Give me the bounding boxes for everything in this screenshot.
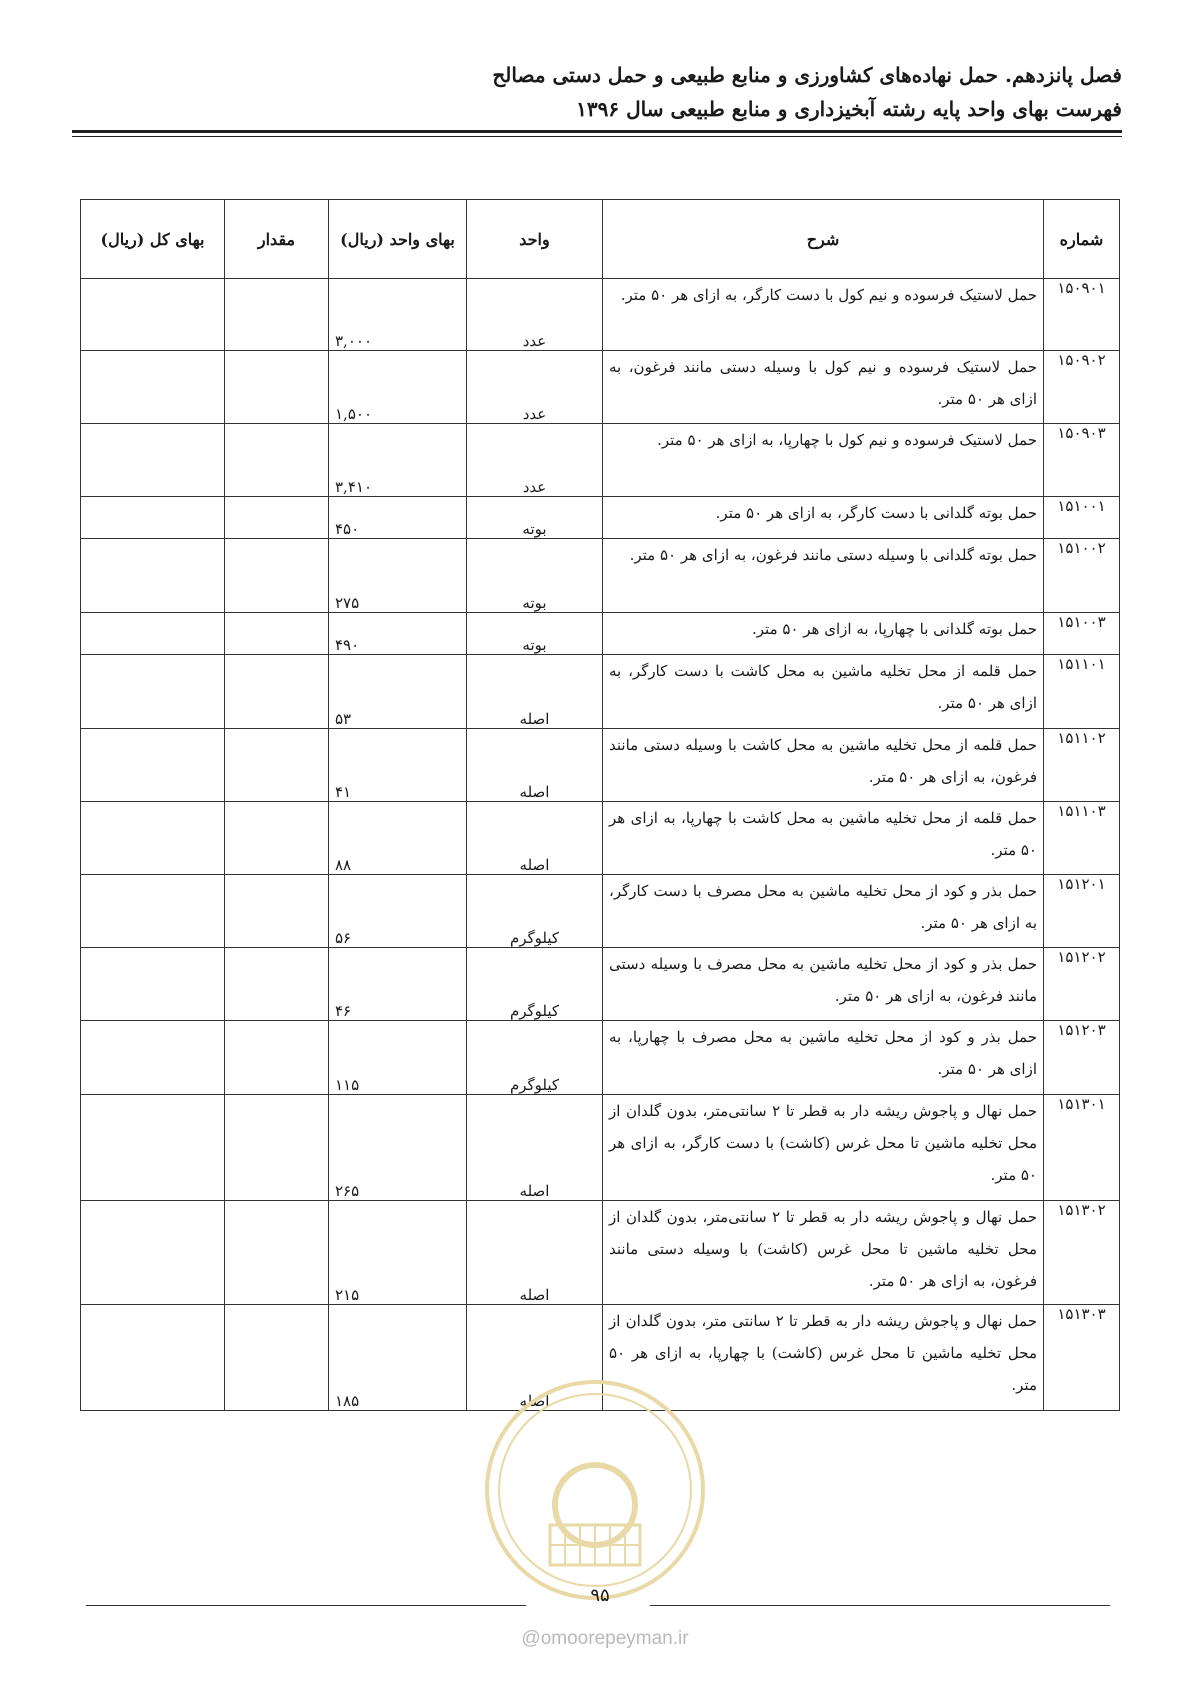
item-unit: عدد bbox=[467, 424, 603, 497]
item-unit-price: ۱۱۵ bbox=[329, 1021, 467, 1095]
table-row bbox=[81, 539, 1120, 613]
item-unit-price: ۸۸ bbox=[329, 802, 467, 875]
item-total bbox=[81, 613, 225, 655]
item-total bbox=[81, 1021, 225, 1095]
item-total bbox=[81, 539, 225, 613]
item-unit-price: ۴۶ bbox=[329, 948, 467, 1021]
item-description: حمل بوته گلدانی با وسیله دستی مانند فرغون، به ازای هر ۵۰ متر. bbox=[603, 539, 1044, 613]
item-code: ۱۵۱۰۰۳ bbox=[1044, 613, 1120, 655]
item-unit: بوته bbox=[467, 497, 603, 539]
item-code: ۱۵۱۱۰۳ bbox=[1044, 802, 1120, 875]
item-unit: اصله bbox=[467, 729, 603, 802]
item-total bbox=[81, 1095, 225, 1201]
table-row bbox=[81, 424, 1120, 497]
item-code: ۱۵۱۲۰۱ bbox=[1044, 875, 1120, 948]
item-description: حمل بذر و کود از محل تخلیه ماشین به محل مصرف با دست کارگر، به ازای هر ۵۰ متر. bbox=[603, 875, 1044, 948]
item-total bbox=[81, 351, 225, 424]
item-code: ۱۵۱۰۰۲ bbox=[1044, 539, 1120, 613]
item-qty bbox=[225, 875, 329, 948]
item-unit: کیلوگرم bbox=[467, 948, 603, 1021]
item-qty bbox=[225, 613, 329, 655]
item-qty bbox=[225, 351, 329, 424]
item-description: حمل لاستیک فرسوده و نیم کول با چهارپا، به ازای هر ۵۰ متر. bbox=[603, 424, 1044, 497]
footer-rule-right bbox=[650, 1605, 1110, 1606]
header-qty: مقدار bbox=[225, 200, 329, 279]
item-unit: اصله bbox=[467, 1095, 603, 1201]
item-code: ۱۵۱۲۰۳ bbox=[1044, 1021, 1120, 1095]
header-total: بهای کل (ریال) bbox=[81, 200, 225, 279]
item-unit: عدد bbox=[467, 279, 603, 351]
item-code: ۱۵۱۳۰۱ bbox=[1044, 1095, 1120, 1201]
table-row bbox=[81, 802, 1120, 875]
item-unit: عدد bbox=[467, 351, 603, 424]
item-total bbox=[81, 802, 225, 875]
table-row bbox=[81, 1021, 1120, 1095]
item-code: ۱۵۱۱۰۲ bbox=[1044, 729, 1120, 802]
header-unit-price: بهای واحد (ریال) bbox=[329, 200, 467, 279]
item-code: ۱۵۱۳۰۲ bbox=[1044, 1201, 1120, 1305]
table-row bbox=[81, 948, 1120, 1021]
item-description: حمل نهال و پاجوش ریشه دار به قطر تا ۲ سانتی متر، بدون گلدان از محل تخلیه ماشین تا محل غرس (کاشت) با چهارپا، به ازای هر ۵۰ متر. bbox=[603, 1305, 1044, 1411]
item-qty bbox=[225, 729, 329, 802]
header-rule-thin bbox=[72, 136, 1122, 137]
footer-rule-left bbox=[86, 1605, 526, 1606]
item-description: حمل بوته گلدانی با چهارپا، به ازای هر ۵۰ متر. bbox=[603, 613, 1044, 655]
item-total bbox=[81, 279, 225, 351]
item-qty bbox=[225, 424, 329, 497]
item-total bbox=[81, 424, 225, 497]
item-total bbox=[81, 1305, 225, 1411]
item-description: حمل نهال و پاجوش ریشه دار به قطر تا ۲ سانتی‌متر، بدون گلدان از محل تخلیه ماشین تا محل غرس (کاشت) با دست کارگر، به ازای هر ۵۰ متر. bbox=[603, 1095, 1044, 1201]
item-unit: کیلوگرم bbox=[467, 1021, 603, 1095]
chapter-title: فصل پانزدهم. حمل نهاده‌های کشاورزی و منابع طبیعی و حمل دستی مصالح bbox=[492, 63, 1122, 87]
item-total bbox=[81, 875, 225, 948]
item-unit-price: ۲۱۵ bbox=[329, 1201, 467, 1305]
item-total bbox=[81, 948, 225, 1021]
item-qty bbox=[225, 1095, 329, 1201]
item-unit-price: ۲۷۵ bbox=[329, 539, 467, 613]
item-unit-price: ۱,۵۰۰ bbox=[329, 351, 467, 424]
item-qty bbox=[225, 497, 329, 539]
item-total bbox=[81, 655, 225, 729]
item-description: حمل لاستیک فرسوده و نیم کول با وسیله دستی مانند فرغون، به ازای هر ۵۰ متر. bbox=[603, 351, 1044, 424]
page-header bbox=[72, 58, 1122, 126]
item-description: حمل قلمه از محل تخلیه ماشین به محل کاشت با وسیله دستی مانند فرغون، به ازای هر ۵۰ متر. bbox=[603, 729, 1044, 802]
table-row bbox=[81, 655, 1120, 729]
item-unit: بوته bbox=[467, 539, 603, 613]
item-unit: اصله bbox=[467, 655, 603, 729]
item-description: حمل بذر و کود از محل تخلیه ماشین به محل مصرف با چهارپا، به ازای هر ۵۰ متر. bbox=[603, 1021, 1044, 1095]
item-qty bbox=[225, 655, 329, 729]
item-unit-price: ۳,۴۱۰ bbox=[329, 424, 467, 497]
table-row bbox=[81, 497, 1120, 539]
item-code: ۱۵۱۰۰۱ bbox=[1044, 497, 1120, 539]
item-code: ۱۵۱۱۰۱ bbox=[1044, 655, 1120, 729]
item-total bbox=[81, 1201, 225, 1305]
table-row bbox=[81, 875, 1120, 948]
table-row bbox=[81, 729, 1120, 802]
item-description: حمل بذر و کود از محل تخلیه ماشین به محل مصرف با وسیله دستی مانند فرغون، به ازای هر ۵۰ متر. bbox=[603, 948, 1044, 1021]
item-unit-price: ۴۱ bbox=[329, 729, 467, 802]
item-unit-price: ۴۹۰ bbox=[329, 613, 467, 655]
item-qty bbox=[225, 948, 329, 1021]
item-code: ۱۵۰۹۰۱ bbox=[1044, 279, 1120, 351]
site-watermark: @omoorepeyman.ir bbox=[521, 1628, 689, 1649]
header-code: شماره bbox=[1044, 200, 1120, 279]
price-list-title: فهرست بهای واحد پایه رشته آبخیزداری و منابع طبیعی سال ۱۳۹۶ bbox=[576, 97, 1122, 121]
item-qty bbox=[225, 1201, 329, 1305]
item-unit-price: ۵۳ bbox=[329, 655, 467, 729]
item-unit-price: ۴۵۰ bbox=[329, 497, 467, 539]
item-unit-price: ۳,۰۰۰ bbox=[329, 279, 467, 351]
item-description: حمل لاستیک فرسوده و نیم کول با دست کارگر، به ازای هر ۵۰ متر. bbox=[603, 279, 1044, 351]
page-number: ۹۵ bbox=[590, 1585, 610, 1606]
table-header-row bbox=[81, 200, 1120, 279]
item-total bbox=[81, 497, 225, 539]
table-row bbox=[81, 279, 1120, 351]
item-code: ۱۵۰۹۰۲ bbox=[1044, 351, 1120, 424]
header-unit: واحد bbox=[467, 200, 603, 279]
header-desc: شرح bbox=[603, 200, 1044, 279]
price-table bbox=[80, 199, 1120, 1411]
item-qty bbox=[225, 802, 329, 875]
item-qty bbox=[225, 1305, 329, 1411]
item-unit-price: ۲۶۵ bbox=[329, 1095, 467, 1201]
seal-watermark-icon bbox=[480, 1375, 710, 1605]
table-row bbox=[81, 1201, 1120, 1305]
header-rule-thick bbox=[72, 130, 1122, 133]
item-unit: اصله bbox=[467, 802, 603, 875]
item-code: ۱۵۱۲۰۲ bbox=[1044, 948, 1120, 1021]
item-qty bbox=[225, 539, 329, 613]
item-unit: اصله bbox=[467, 1201, 603, 1305]
item-description: حمل بوته گلدانی با دست کارگر، به ازای هر ۵۰ متر. bbox=[603, 497, 1044, 539]
item-unit-price: ۵۶ bbox=[329, 875, 467, 948]
item-unit: کیلوگرم bbox=[467, 875, 603, 948]
item-total bbox=[81, 729, 225, 802]
item-qty bbox=[225, 1021, 329, 1095]
table-row bbox=[81, 613, 1120, 655]
item-description: حمل قلمه از محل تخلیه ماشین به محل کاشت با دست کارگر، به ازای هر ۵۰ متر. bbox=[603, 655, 1044, 729]
item-unit: اصله bbox=[467, 1305, 603, 1411]
table-row bbox=[81, 1095, 1120, 1201]
item-description: حمل قلمه از محل تخلیه ماشین به محل کاشت با چهارپا، به ازای هر ۵۰ متر. bbox=[603, 802, 1044, 875]
item-unit-price: ۱۸۵ bbox=[329, 1305, 467, 1411]
item-code: ۱۵۰۹۰۳ bbox=[1044, 424, 1120, 497]
item-description: حمل نهال و پاجوش ریشه دار به قطر تا ۲ سانتی‌متر، بدون گلدان از محل تخلیه ماشین تا محل غرس (کاشت) با وسیله دستی مانند فرغون، به ازای هر ۵۰ متر. bbox=[603, 1201, 1044, 1305]
item-unit: بوته bbox=[467, 613, 603, 655]
item-code: ۱۵۱۳۰۳ bbox=[1044, 1305, 1120, 1411]
item-qty bbox=[225, 279, 329, 351]
table-row bbox=[81, 351, 1120, 424]
